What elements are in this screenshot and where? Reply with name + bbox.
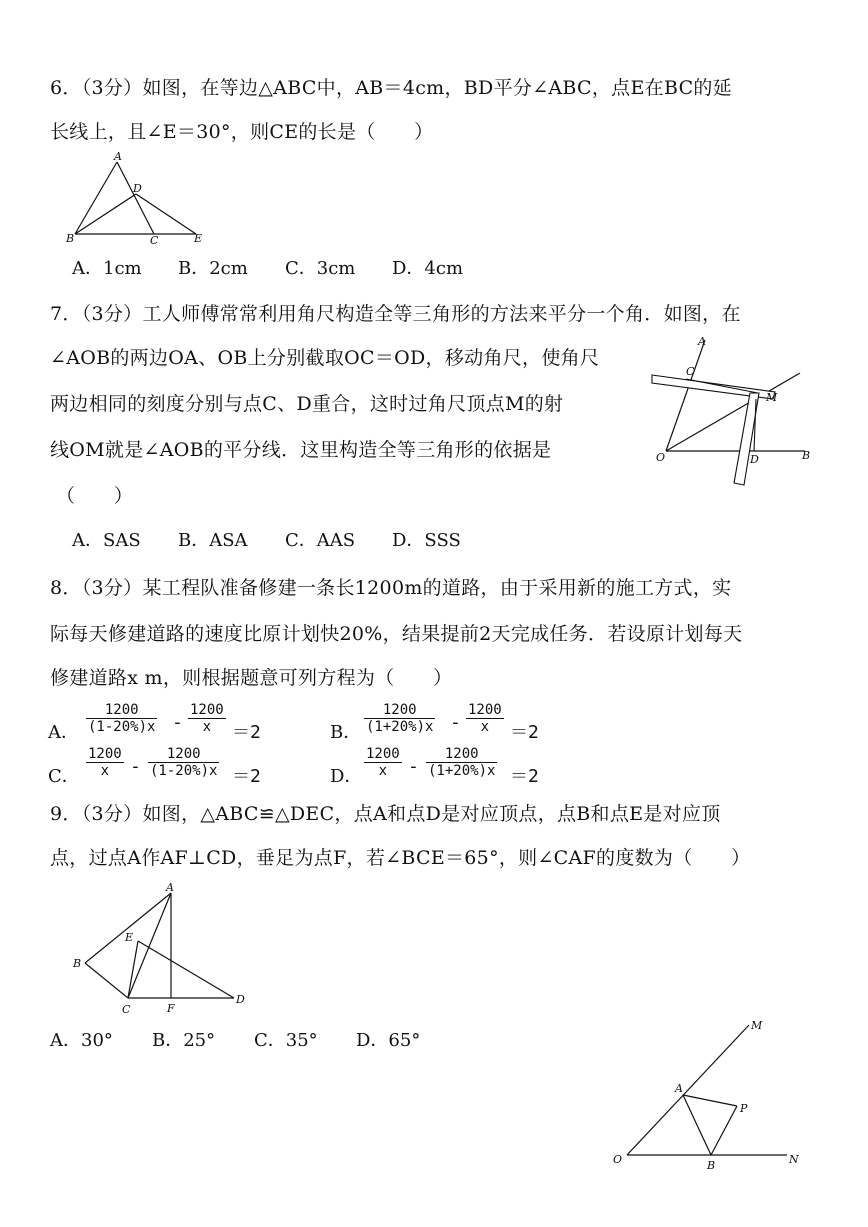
q10-figure xyxy=(605,1015,820,1180)
q7-label-b: B xyxy=(802,449,811,462)
q7-option-c: C．AAS xyxy=(285,530,356,551)
q8-option-d-rhs: ＝2 xyxy=(510,766,539,787)
q9-option-c: C．35° xyxy=(254,1030,318,1051)
q6-option-d: D．4cm xyxy=(392,258,464,279)
q8-option-c-rhs: ＝2 xyxy=(232,766,261,787)
q8-text-line3: 修建道路x m，则根据题意可列方程为（ ） xyxy=(50,667,453,689)
q7-label-d: D xyxy=(750,453,759,466)
q7-text-line4: 线OM就是∠AOB的平分线．这里构造全等三角形的依据是 xyxy=(50,439,552,461)
fig10-label-b: B xyxy=(707,1159,716,1172)
fig10-label-m: M xyxy=(751,1019,763,1032)
q6-text-line2: 长线上，且∠E＝30°，则CE的长是（ ） xyxy=(50,121,434,143)
q6-label-e: E xyxy=(194,232,203,245)
q8-option-a-label: A． xyxy=(48,722,79,743)
q8-option-d-frac2: $\frac{1200}{(1+20\%)x}$ xyxy=(428,746,496,779)
q6-option-a: A．1cm xyxy=(72,258,142,279)
q9-label-d: D xyxy=(236,993,245,1006)
q8-text-line2: 际每天修建道路的速度比原计划快20%，结果提前2天完成任务．若设原计划每天 xyxy=(50,623,743,645)
q9-label-b: B xyxy=(73,957,82,970)
q7-text-line2: ∠AOB的两边OA、OB上分别截取OC＝OD，移动角尺，使角尺 xyxy=(50,347,600,369)
q8-option-d-label: D． xyxy=(330,766,363,787)
q8-text-line1: 8．（3分）某工程队准备修建一条长1200m的道路，由于采用新的施工方式，实 xyxy=(50,577,732,599)
q8-option-a-frac2: $\frac{1200}{x}$ xyxy=(190,702,224,735)
q6-label-d: D xyxy=(133,182,142,195)
q7-option-a: A．SAS xyxy=(72,530,141,551)
q8-option-a-minus: - xyxy=(172,712,183,733)
q6-label-c: C xyxy=(150,234,159,247)
q6-option-c: C．3cm xyxy=(285,258,356,279)
q8-option-c-label: C． xyxy=(48,766,80,787)
q8-option-c-frac1: $\frac{1200}{x}$ xyxy=(88,746,122,779)
q9-figure xyxy=(70,875,260,1020)
q9-label-f: F xyxy=(167,1002,175,1015)
q9-label-c: C xyxy=(122,1003,131,1016)
q8-option-a-frac1: $\frac{1200}{(1-20\%)x}$ xyxy=(88,702,156,735)
q8-option-c-minus: - xyxy=(130,756,141,777)
q7-label-c: C xyxy=(686,365,695,378)
q6-label-b: B xyxy=(66,232,75,245)
q9-text-line2: 点，过点A作AF⊥CD，垂足为点F，若∠BCE＝65°，则∠CAF的度数为（ ） xyxy=(50,847,751,869)
q6-text-line1: 6．（3分）如图，在等边△ABC中，AB＝4cm，BD平分∠ABC，点E在BC的延 xyxy=(50,77,733,99)
q7-label-m: M xyxy=(766,391,778,404)
q7-option-d: D．SSS xyxy=(392,530,461,551)
q7-figure xyxy=(650,335,820,490)
q8-option-b-frac2: $\frac{1200}{x}$ xyxy=(468,702,502,735)
q7-text-line5: （ ） xyxy=(56,485,134,507)
q7-label-a: A xyxy=(698,335,706,348)
q8-option-a-rhs: ＝2 xyxy=(232,722,261,743)
q8-option-b-rhs: ＝2 xyxy=(510,722,539,743)
q7-label-o: O xyxy=(656,451,666,464)
q9-label-a: A xyxy=(166,881,174,894)
fig10-label-p: P xyxy=(740,1102,748,1115)
fig10-label-n: N xyxy=(789,1153,799,1166)
q9-option-a: A．30° xyxy=(50,1030,113,1051)
q6-option-b: B．2cm xyxy=(178,258,248,279)
q9-text-line1: 9．（3分）如图，△ABC≌△DEC，点A和点D是对应顶点，点B和点E是对应顶 xyxy=(50,803,721,825)
q9-option-d: D．65° xyxy=(356,1030,421,1051)
q9-label-e: E xyxy=(125,931,134,944)
q8-option-d-frac1: $\frac{1200}{x}$ xyxy=(366,746,400,779)
fig10-label-a: A xyxy=(675,1082,683,1095)
fig10-label-o: O xyxy=(613,1153,623,1166)
q8-option-b-label: B． xyxy=(330,722,362,743)
q8-option-d-minus: - xyxy=(408,756,419,777)
q6-figure xyxy=(60,150,220,250)
q7-option-b: B．ASA xyxy=(178,530,248,551)
q6-label-a: A xyxy=(114,150,122,163)
q7-text-line1: 7．（3分）工人师傅常常利用角尺构造全等三角形的方法来平分一个角．如图，在 xyxy=(50,303,741,325)
q9-option-b: B．25° xyxy=(152,1030,216,1051)
q8-option-b-frac1: $\frac{1200}{(1+20\%)x}$ xyxy=(366,702,434,735)
q7-text-line3: 两边相同的刻度分别与点C、D重合，这时过角尺顶点M的射 xyxy=(50,393,564,415)
q8-option-b-minus: - xyxy=(450,712,461,733)
q8-option-c-frac2: $\frac{1200}{(1-20\%)x}$ xyxy=(150,746,218,779)
